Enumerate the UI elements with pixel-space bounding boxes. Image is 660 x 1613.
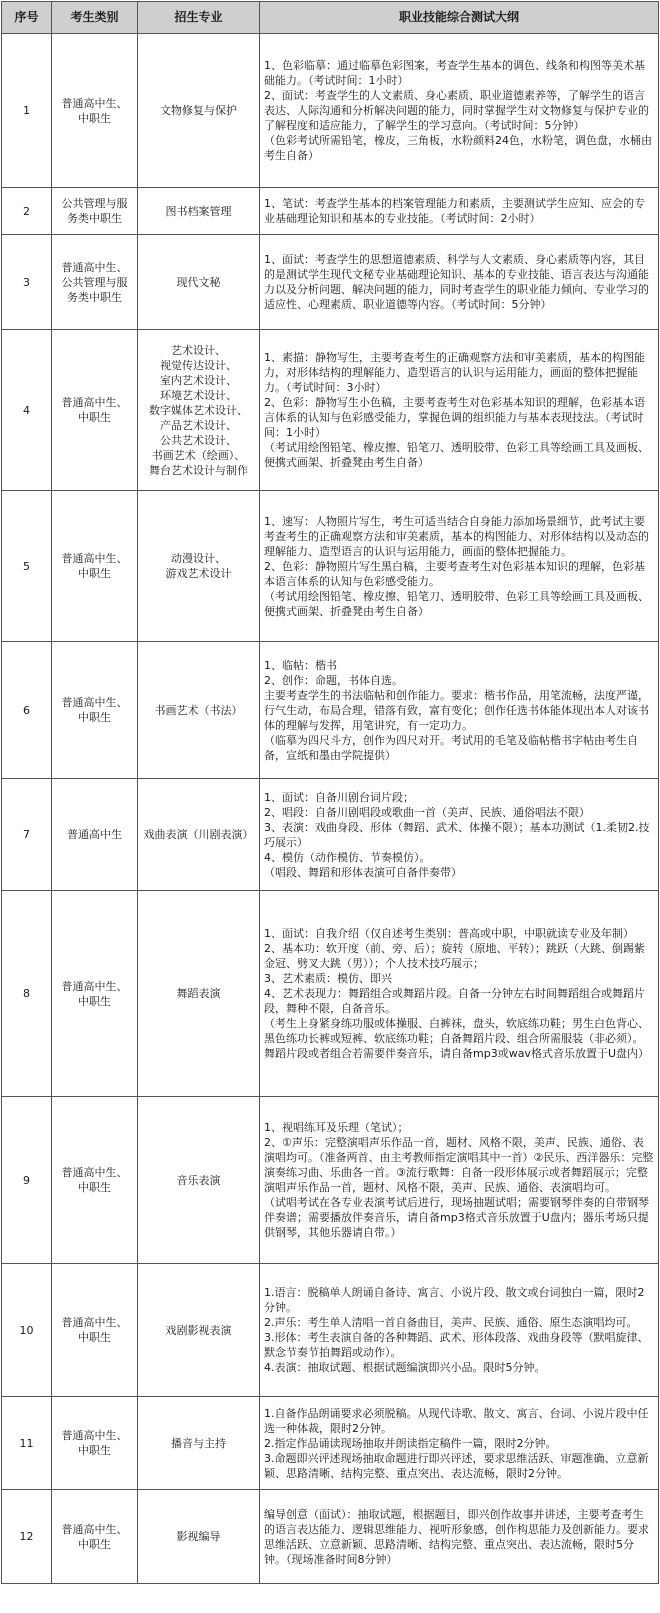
test-outline-paragraph: （色彩考试所需铅笔，橡皮，三角板，水粉颜料24色，水粉笔，调色盘，水桶由考生自备） (264, 134, 652, 162)
candidate-category-line: 普通高中生、 (61, 552, 128, 565)
candidate-category-line: 中职生 (78, 1331, 111, 1344)
test-outline-paragraph: 编导创意（面试）：抽取试题，根据题目，即兴创作故事并讲述，主要考查考生的语言表达能力、逻辑思维能力、视听形象感，创作构思能力及创新能力。要求思维活跃、立意新颖、思路清晰、结构完整、重点突出、表达流畅，限时5分钟。（现场准备时间8分钟） (264, 1507, 649, 1566)
test-outline-paragraph: 1、临帖：楷书 (264, 658, 337, 672)
test-outline-paragraph: 1、笔试：考查学生基本的档案管理能力和素质，主要测试学生应知、应会的专业基础理论知识和基本的专业技能。（考试时间：2小时） (264, 197, 645, 225)
candidate-category-line: 务类中职生 (67, 290, 122, 304)
candidate-category-line: 务类中职生 (67, 212, 122, 225)
table-row (2, 1097, 659, 1264)
test-outline-paragraph: 1、面试：自备川剧台词片段； (264, 790, 414, 804)
test-outline-paragraph: 1、素描：静物写生，主要考查考生的正确观察方法和审美素质，基本的构图能力，对形体结构的理解能力、造型语言的认识与运用能力，画面的整体把握能力。（考试时间：3小时） (264, 351, 645, 394)
test-outline-cell (260, 188, 659, 235)
test-outline-paragraph: （考生上身紧身练功服或体操服、白裤袜，盘头，软底练功鞋；男生白色背心、黑色练功长裤或短裤、软底练功鞋；自备舞蹈片段、组合所需服装（非必须）。舞蹈片段或者组合若需要伴奏音乐，请自备mp3或wav格式音乐放置于U盘内） (264, 1017, 649, 1060)
serial-number-cell: 11 (2, 1397, 52, 1490)
major-line: 环境艺术设计、 (160, 388, 237, 402)
major-line: 图书档案管理 (165, 204, 232, 218)
candidate-category-line: 中职生 (78, 1181, 111, 1194)
major-line: 戏曲表演（川剧表演） (143, 828, 254, 841)
test-outline-cell (260, 642, 659, 779)
major-line: 书画艺术（书法） (154, 703, 243, 717)
candidate-category-line: 普通高中生 (67, 828, 122, 841)
test-outline-cell (260, 235, 659, 330)
table-row (2, 1264, 659, 1397)
serial-number-cell: 4 (2, 330, 52, 491)
candidate-category-cell (52, 1097, 138, 1264)
candidate-category-line: 公共管理与服 (61, 275, 128, 289)
candidate-category-line: 普通高中生、 (61, 260, 128, 274)
candidate-category-line: 普通高中生、 (61, 1429, 128, 1442)
test-outline-paragraph: 1、面试：自我介绍（仅自述考生类别：普高或中职，中职就读专业及年制） (264, 927, 634, 940)
header-candidate-category: 考生类别 (52, 2, 138, 34)
major-cell (138, 34, 260, 188)
serial-number-cell: 7 (2, 779, 52, 891)
major-cell (138, 235, 260, 330)
candidate-category-cell (52, 779, 138, 891)
candidate-category-cell (52, 1397, 138, 1490)
test-outline-paragraph: 3、表演：戏曲身段、形体（舞蹈、武术、体操不限）；基本功测试（1.柔韧2.技巧展示） (264, 820, 650, 849)
major-line: 艺术设计、 (171, 343, 226, 357)
test-outline-paragraph: 1.自备作品朗诵要求必须脱稿。从现代诗歌、散文、寓言、台词、小说片段中任选一种体裁，限时2分钟。 (264, 1406, 649, 1435)
test-outline-paragraph: 2、色彩：静物照片写生黑白稿，主要考查考生对色彩基本知识的理解，色彩基本语言体系的认知与色彩感受能力。 (264, 559, 645, 588)
major-line: 室内艺术设计、 (160, 373, 237, 387)
header-row (2, 2, 659, 34)
candidate-category-cell (52, 1264, 138, 1397)
serial-number-cell: 9 (2, 1097, 52, 1264)
serial-number-cell: 6 (2, 642, 52, 779)
header-serial-number: 序号 (2, 2, 52, 34)
test-outline-paragraph: 1.语言：脱稿单人朗诵自备诗、寓言、小说片段、散文或台词独白一篇，限时2分钟。 (264, 1286, 645, 1314)
serial-number-cell: 3 (2, 235, 52, 330)
test-outline-paragraph: 2.声乐：考生单人清唱一首自备曲目，美声、民族、通俗、原生态演唱均可。 (264, 1316, 638, 1329)
table-body (2, 34, 659, 1584)
major-cell (138, 642, 260, 779)
test-outline-paragraph: 2、创作：命题，书体自选。 (264, 673, 403, 687)
major-line: 音乐表演 (176, 1173, 221, 1187)
test-outline-cell (260, 1264, 659, 1397)
major-line: 文物修复与保护 (160, 104, 237, 117)
table-row (2, 1397, 659, 1490)
test-outline-paragraph: 3.命题即兴评述现场抽取命题进行即兴评述，要求思维活跃、审题准确、立意新颖、思路清晰、结构完整、重点突出、表达流畅，限时2分钟。 (264, 1451, 649, 1480)
test-outline-paragraph: （临摹为四尺斗方，创作为四尺对开。考试用的毛笔及临帖楷书字帖由考生自备，宣纸和墨由学院提供） (264, 733, 638, 762)
test-outline-cell (260, 1490, 659, 1584)
test-outline-cell (260, 34, 659, 188)
major-line: 动漫设计、 (171, 552, 226, 565)
major-line: 戏剧影视表演 (165, 1323, 232, 1337)
test-outline-cell (260, 1097, 659, 1264)
test-outline-paragraph: （试唱考试在各专业表演考试后进行，现场抽题试唱；需要钢琴伴奏的自带钢琴伴奏谱；需要播放伴奏音乐，请自备mp3格式音乐放置于U盘内；器乐考场只提供钢琴，其他乐器请自带。） (264, 1196, 649, 1239)
major-line: 书画艺术（绘画）、 (151, 448, 246, 462)
table-row (2, 330, 659, 491)
major-line: 影视编导 (176, 1530, 221, 1543)
candidate-category-cell (52, 34, 138, 188)
table-row (2, 188, 659, 235)
table-row (2, 491, 659, 642)
table-row (2, 779, 659, 891)
candidate-category-line: 普通高中生、 (61, 979, 128, 993)
candidate-category-cell (52, 235, 138, 330)
major-line: 现代文秘 (176, 275, 221, 289)
major-cell (138, 1097, 260, 1264)
candidate-category-line: 中职生 (78, 567, 111, 580)
candidate-category-cell (52, 891, 138, 1097)
test-outline-cell (260, 330, 659, 491)
header-major: 招生专业 (138, 2, 260, 34)
major-line: 视觉传达设计、 (160, 358, 237, 372)
major-cell (138, 1264, 260, 1397)
test-outline-paragraph: 2、①声乐：完整演唱声乐作品一首，题材、风格不限，美声、民族、通俗、表演唱均可。（准备两首、由主考教师指定演唱其中一首）②民乐、西洋器乐：完整演奏练习曲、乐曲各一首。③流行歌舞：自备一段形体展示或者舞蹈展示；完整演唱声乐作品一首，题材、风格不限，美声、民族、通俗、表演唱均可。 (264, 1136, 654, 1194)
major-cell (138, 1397, 260, 1490)
candidate-category-line: 普通高中生、 (61, 1316, 128, 1329)
table-row (2, 891, 659, 1097)
candidate-category-line: 公共管理与服 (61, 197, 128, 210)
candidate-category-cell (52, 188, 138, 235)
candidate-category-cell (52, 330, 138, 491)
candidate-category-line: 中职生 (78, 711, 111, 724)
major-cell (138, 891, 260, 1097)
test-outline-paragraph: （唱段、舞蹈和形体表演可自备伴奏带） (264, 865, 462, 879)
test-outline-paragraph: 4、模仿（动作模仿、节奏模仿）。 (264, 850, 431, 864)
serial-number-cell: 5 (2, 491, 52, 642)
major-line: 数字媒体艺术设计、 (149, 403, 248, 417)
test-outline-paragraph: 4、艺术表现力：舞蹈组合或舞蹈片段。自备一分钟左右时间舞蹈组合或舞蹈片段，舞种不限，自备音乐。 (264, 987, 645, 1015)
serial-number-cell: 10 (2, 1264, 52, 1397)
serial-number-cell: 2 (2, 188, 52, 235)
candidate-category-line: 普通高中生、 (61, 696, 128, 709)
test-outline-paragraph: 2、面试：考查学生的人文素质、身心素质、职业道德素养等，了解学生的语言表达、人际沟通和分析解决问题的能力，同时掌握学生对文物修复与保护专业的了解程度和适应能力，了解学生的学习意向。（考试时间：5分钟） (264, 89, 649, 132)
major-line: 舞台艺术设计与制作 (149, 463, 248, 477)
admission-outline-table (1, 1, 659, 1584)
table-row (2, 235, 659, 330)
candidate-category-line: 中职生 (78, 111, 111, 125)
major-cell (138, 1490, 260, 1584)
candidate-category-cell (52, 491, 138, 642)
test-outline-paragraph: 2、基本功：软开度（前、旁、后）；旋转（原地、平转）；跳跃（大跳、倒踢紫金冠、劈叉大跳（男））；个人技术技巧展示； (264, 942, 645, 970)
test-outline-paragraph: 3、艺术素质：模仿、即兴 (264, 972, 392, 985)
test-outline-paragraph: 3.形体：考生表演自备的各种舞蹈、武术、形体段落、戏曲身段等（默唱旋律、默念节奏节拍舞蹈或动作）。 (264, 1331, 649, 1359)
serial-number-cell: 1 (2, 34, 52, 188)
candidate-category-line: 中职生 (78, 411, 111, 424)
table-row (2, 1490, 659, 1584)
test-outline-paragraph: 1、视唱练耳及乐理（笔试）； (264, 1121, 409, 1134)
candidate-category-cell (52, 1490, 138, 1584)
candidate-category-line: 中职生 (78, 994, 111, 1008)
candidate-category-line: 普通高中生、 (61, 96, 128, 110)
table-row (2, 642, 659, 779)
major-line: 播音与主持 (171, 1436, 226, 1450)
test-outline-paragraph: 1、色彩临摹：通过临摹色彩图案，考查学生基本的调色、线条和构图等美术基础能力。（考试时间：1小时） (264, 59, 645, 87)
test-outline-cell (260, 491, 659, 642)
test-outline-paragraph: 4.表演：抽取试题、根据试题编演即兴小品。限时5分钟。 (264, 1361, 546, 1374)
major-cell (138, 330, 260, 491)
candidate-category-cell (52, 642, 138, 779)
serial-number-cell: 12 (2, 1490, 52, 1584)
candidate-category-line: 中职生 (78, 1537, 111, 1551)
test-outline-cell (260, 891, 659, 1097)
test-outline-paragraph: 2.指定作品诵读现场抽取并朗读指定稿件一篇，限时2分钟。 (264, 1436, 557, 1450)
major-cell (138, 779, 260, 891)
test-outline-paragraph: 1、面试：考查学生的思想道德素质、科学与人文素质、身心素质等内容，其目的是测试学生现代文秘专业基础理论知识、基本的专业技能、语言表达与沟通能力以及分析问题、解决问题的能力，同时考查学生的职业能力倾向、专业学习的适应性、心理素质、职业道德等内容。（考试时间：5分钟） (264, 253, 649, 311)
test-outline-paragraph: 2、色彩：静物写生小色稿，主要考查考生对色彩基本知识的理解，色彩基本语言体系的认知与色彩感受能力，掌握色调的组织能力与基本表现技法。（考试时间：1小时） (264, 396, 645, 439)
test-outline-paragraph: （考试用绘图铅笔、橡皮擦、铅笔刀、透明胶带、色彩工具等绘画工具及画板、便携式画架、折叠凳由考生自备） (264, 589, 649, 618)
test-outline-paragraph: （考试用绘图铅笔、橡皮擦、铅笔刀、透明胶带、色彩工具等绘画工具及画板、便携式画架、折叠凳由考生自备） (264, 441, 649, 469)
candidate-category-line: 普通高中生、 (61, 1522, 128, 1536)
test-outline-paragraph: 2、唱段：自备川剧唱段或歌曲一首（美声、民族、通俗唱法不限） (264, 805, 590, 819)
major-line: 产品艺术设计、 (160, 418, 237, 432)
header-test-outline: 职业技能综合测试大纲 (260, 2, 659, 34)
major-line: 公共艺术设计、 (160, 433, 237, 447)
major-line: 游戏艺术设计 (165, 567, 232, 580)
candidate-category-line: 普通高中生、 (61, 396, 128, 409)
candidate-category-line: 普通高中生、 (61, 1166, 128, 1179)
major-line: 舞蹈表演 (176, 987, 221, 1000)
table-row (2, 34, 659, 188)
major-cell (138, 491, 260, 642)
test-outline-paragraph: 1、速写：人物照片写生，考生可适当结合自身能力添加场景细节，此考试主要考查考生的正确观察方法和审美素质，基本的构图能力、对形体结构以及动态的理解能力、造型语言的认识与运用能力，画面的整体把握能力。 (264, 514, 649, 558)
test-outline-cell (260, 1397, 659, 1490)
major-cell (138, 188, 260, 235)
test-outline-paragraph: 主要考查学生的书法临帖和创作能力。要求：楷书作品，用笔流畅，法度严谨，行气生动，布局合理，错落有致，富有变化；创作任选书体能体现出本人对该书体的理解与发挥，用笔讲究，有一定功力。 (264, 688, 649, 732)
candidate-category-line: 中职生 (78, 1444, 111, 1457)
test-outline-cell (260, 779, 659, 891)
serial-number-cell: 8 (2, 891, 52, 1097)
